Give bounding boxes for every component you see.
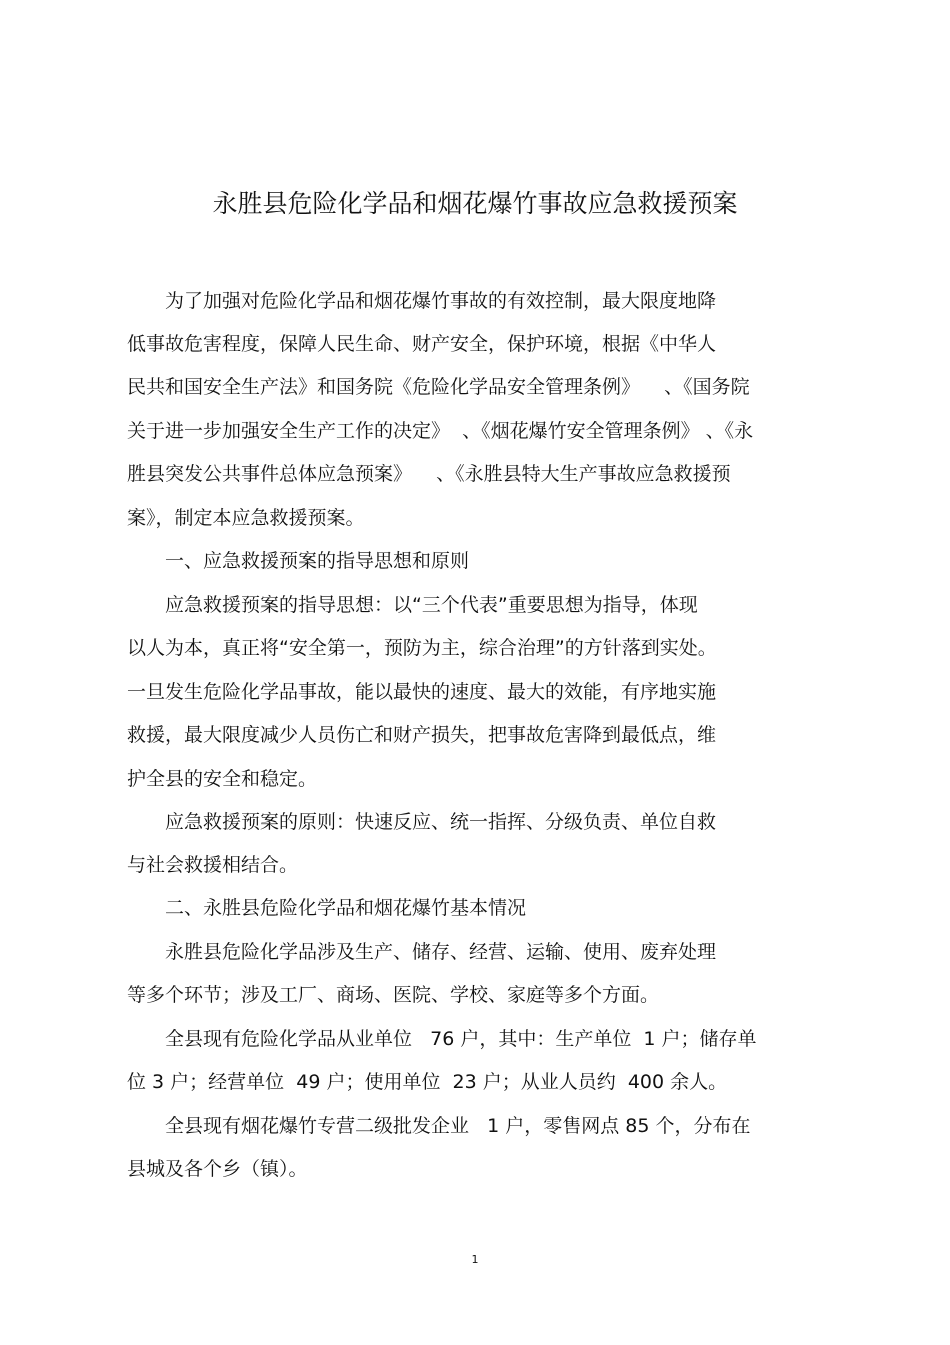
- paragraph-line: 应急救援预案的原则：快速反应、统一指挥、分级负责、单位自救: [165, 811, 717, 833]
- paragraph-line: 低事故危害程度，保障人民生命、财产安全，保护环境，根据《中华人: [127, 333, 717, 355]
- section-heading: 一、应急救援预案的指导思想和原则: [165, 550, 470, 572]
- paragraph-line: 关于进一步加强安全生产工作的决定》 、《烟花爆竹安全管理条例》 、《永: [127, 420, 754, 442]
- paragraph-line: 一旦发生危险化学品事故，能以最快的速度、最大的效能，有序地实施: [127, 681, 717, 703]
- paragraph-line: 护全县的安全和稳定。: [127, 768, 318, 790]
- paragraph-line: 应急救援预案的指导思想：以“三个代表”重要思想为指导，体现: [165, 594, 698, 616]
- paragraph-line: 救援，最大限度减少人员伤亡和财产损失，把事故危害降到最低点，维: [127, 724, 717, 746]
- paragraph-line: 等多个环节；涉及工厂、商场、医院、学校、家庭等多个方面。: [127, 984, 660, 1006]
- paragraph-line: 永胜县危险化学品涉及生产、储存、经营、运输、使用、废弃处理: [165, 941, 717, 963]
- paragraph-line: 位 3 户；经营单位 49 户；使用单位 23 户；从业人员约 400 余人。: [127, 1071, 728, 1093]
- paragraph-line: 全县现有烟花爆竹专营二级批发企业 1 户，零售网点 85 个，分布在: [165, 1115, 751, 1137]
- paragraph-line: 为了加强对危险化学品和烟花爆竹事故的有效控制，最大限度地降: [165, 290, 717, 312]
- paragraph-line: 以人为本，真正将“安全第一，预防为主，综合治理”的方针落到实处。: [127, 637, 717, 659]
- page-number: 1: [471, 1253, 479, 1266]
- document-title: 永胜县危险化学品和烟花爆竹事故应急救援预案: [212, 189, 738, 218]
- paragraph-line: 民共和国安全生产法》和国务院《危险化学品安全管理条例》 、《国务院: [127, 376, 750, 398]
- section-heading: 二、永胜县危险化学品和烟花爆竹基本情况: [165, 897, 527, 919]
- paragraph-line: 案》，制定本应急救援预案。: [127, 507, 365, 529]
- paragraph-line: 胜县突发公共事件总体应急预案》 、《永胜县特大生产事故应急救援预: [127, 463, 731, 485]
- paragraph-line: 全县现有危险化学品从业单位 76 户，其中：生产单位 1 户；储存单: [165, 1028, 757, 1050]
- paragraph-line: 县城及各个乡（镇）。: [127, 1158, 308, 1180]
- paragraph-line: 与社会救援相结合。: [127, 854, 299, 876]
